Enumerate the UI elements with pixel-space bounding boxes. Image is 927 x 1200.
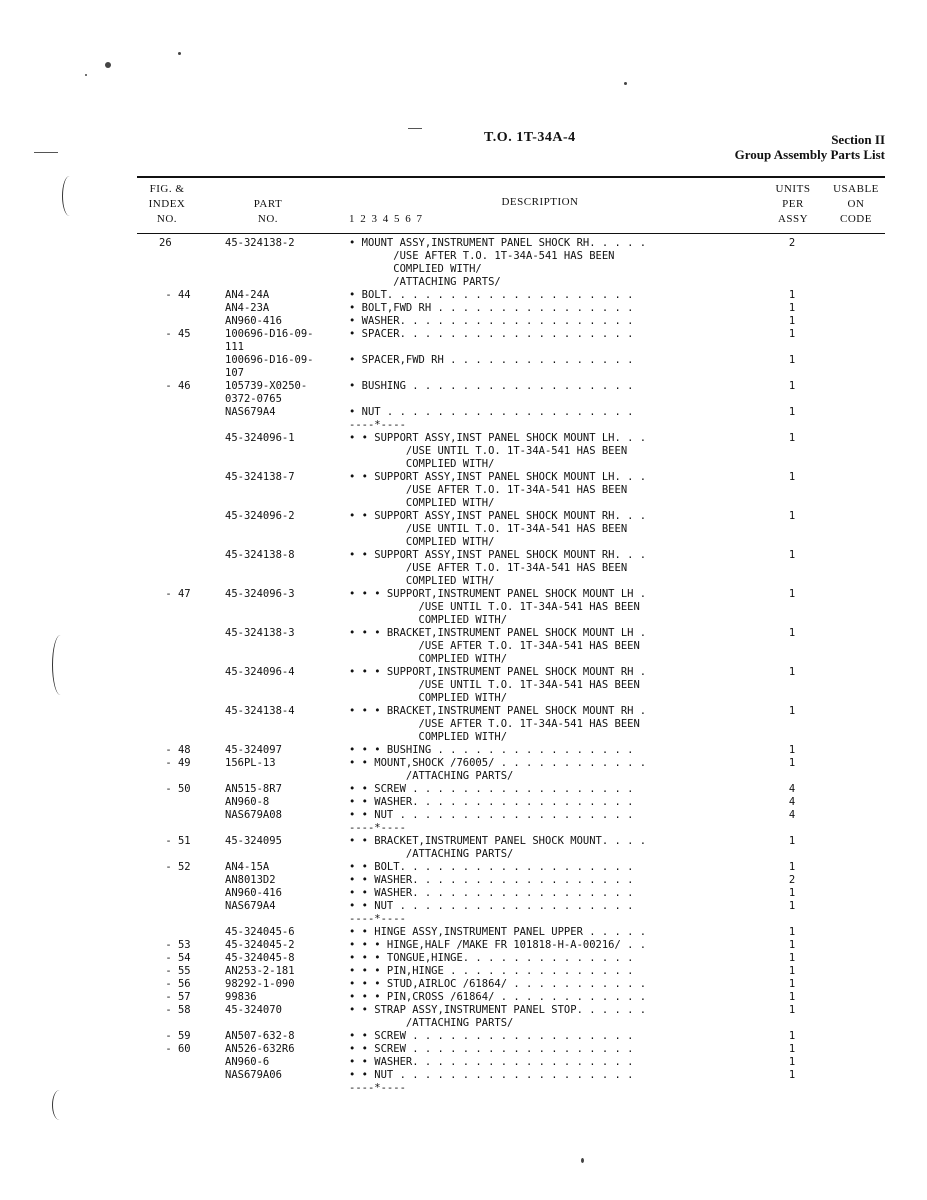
table-row <box>0 809 927 822</box>
part-number-cell: 45-324138-3 <box>225 627 295 639</box>
col-units-line: ASSY <box>777 213 809 225</box>
part-number-cell: NAS679A06 <box>225 1069 282 1081</box>
table-row <box>0 536 927 549</box>
description-cell: /USE AFTER T.O. 1T-34A-541 HAS BEEN <box>349 562 628 574</box>
table-row <box>0 952 927 965</box>
scan-mark <box>408 128 422 129</box>
col-units-per-assy <box>763 182 823 227</box>
col-fig-index <box>145 182 189 227</box>
part-number-cell: 45-324070 <box>225 1004 282 1016</box>
table-row <box>0 432 927 445</box>
to-number: T.O. 1T-34A-4 <box>484 130 576 145</box>
scan-mark <box>62 176 77 216</box>
description-cell: /ATTACHING PARTS/ <box>349 848 514 860</box>
units-cell: 2 <box>788 874 796 886</box>
description-cell: • • SUPPORT ASSY,INST PANEL SHOCK MOUNT RH. . . <box>349 510 647 522</box>
description-cell: /USE UNTIL T.O. 1T-34A-541 HAS BEEN <box>349 523 628 535</box>
table-row <box>0 1043 927 1056</box>
description-cell: • • • BRACKET,INSTRUMENT PANEL SHOCK MOUNT LH . <box>349 627 647 639</box>
table-row <box>0 640 927 653</box>
description-cell: • NUT . . . . . . . . . . . . . . . . . . . . <box>349 406 634 418</box>
table-row <box>0 367 927 380</box>
table-row <box>0 848 927 861</box>
table-row <box>0 627 927 640</box>
description-cell: • SPACER,FWD RH . . . . . . . . . . . . . . . <box>349 354 634 366</box>
part-number-cell: 45-324138-2 <box>225 237 295 249</box>
table-row <box>0 692 927 705</box>
part-number-cell: AN515-8R7 <box>225 783 282 795</box>
part-number-cell: AN8013D2 <box>225 874 276 886</box>
units-cell: 1 <box>788 835 796 847</box>
description-cell: • • NUT . . . . . . . . . . . . . . . . . . . <box>349 1069 634 1081</box>
description-cell: • • NUT . . . . . . . . . . . . . . . . . . . <box>349 809 634 821</box>
units-cell: 1 <box>788 549 796 561</box>
description-cell: • • • HINGE,HALF /MAKE FR 101818-H-A-00216/ . . <box>349 939 647 951</box>
description-cell: COMPLIED WITH/ <box>349 692 508 704</box>
description-cell: • WASHER. . . . . . . . . . . . . . . . . . . <box>349 315 634 327</box>
part-number-cell: NAS679A08 <box>225 809 282 821</box>
description-cell: ----*---- <box>349 419 406 431</box>
table-row <box>0 419 927 432</box>
table-row <box>0 276 927 289</box>
fig-index-cell: - 60 <box>159 1043 191 1055</box>
part-number-cell: NAS679A4 <box>225 900 276 912</box>
description-cell: • • SUPPORT ASSY,INST PANEL SHOCK MOUNT RH. . . <box>349 549 647 561</box>
description-cell: • • • STUD,AIRLOC /61864/ . . . . . . . . . . . <box>349 978 647 990</box>
units-cell: 1 <box>788 406 796 418</box>
table-row <box>0 913 927 926</box>
table-row <box>0 237 927 250</box>
part-number-cell: AN4-15A <box>225 861 270 873</box>
table-row <box>0 588 927 601</box>
part-number-cell: 107 <box>225 367 244 379</box>
table-row <box>0 510 927 523</box>
description-cell: COMPLIED WITH/ <box>349 731 508 743</box>
table-row <box>0 1030 927 1043</box>
units-cell: 4 <box>788 796 796 808</box>
parts-list <box>0 237 927 1095</box>
description-cell: • • NUT . . . . . . . . . . . . . . . . . . . <box>349 900 634 912</box>
table-row <box>0 835 927 848</box>
units-cell: 1 <box>788 315 796 327</box>
table-row <box>0 341 927 354</box>
units-cell: 1 <box>788 861 796 873</box>
table-row <box>0 445 927 458</box>
table-row <box>0 250 927 263</box>
units-cell: 1 <box>788 302 796 314</box>
description-cell: • • WASHER. . . . . . . . . . . . . . . . . . <box>349 1056 634 1068</box>
units-cell: 1 <box>788 926 796 938</box>
table-row <box>0 484 927 497</box>
description-cell: • • SCREW . . . . . . . . . . . . . . . . . . <box>349 1043 634 1055</box>
units-cell: 4 <box>788 809 796 821</box>
table-row <box>0 406 927 419</box>
table-row <box>0 393 927 406</box>
description-cell: COMPLIED WITH/ <box>349 575 495 587</box>
units-cell: 1 <box>788 991 796 1003</box>
header-rule-bottom <box>137 233 885 234</box>
part-number-cell: 0372-0765 <box>225 393 282 405</box>
col-usable-line: ON <box>847 198 865 210</box>
scan-speck <box>85 74 87 76</box>
part-number-cell: AN960-8 <box>225 796 270 808</box>
col-fig-line: FIG. & <box>149 183 185 195</box>
scan-mark <box>34 152 58 153</box>
col-fig-line: NO. <box>156 213 178 225</box>
table-row <box>0 471 927 484</box>
table-row <box>0 380 927 393</box>
col-usable-line: USABLE <box>833 183 879 195</box>
part-number-cell: AN4-24A <box>225 289 270 301</box>
table-row <box>0 302 927 315</box>
description-cell: • • SUPPORT ASSY,INST PANEL SHOCK MOUNT LH. . . <box>349 432 647 444</box>
units-cell: 1 <box>788 887 796 899</box>
part-number-cell: NAS679A4 <box>225 406 276 418</box>
description-cell: /ATTACHING PARTS/ <box>349 276 501 288</box>
fig-index-cell: - 47 <box>159 588 191 600</box>
part-number-cell: AN526-632R6 <box>225 1043 295 1055</box>
description-cell: • BOLT,FWD RH . . . . . . . . . . . . . . . . <box>349 302 634 314</box>
table-row <box>0 796 927 809</box>
units-cell: 1 <box>788 1056 796 1068</box>
part-number-cell: 99836 <box>225 991 257 1003</box>
table-row <box>0 1004 927 1017</box>
part-number-cell: 100696-D16-09- <box>225 354 314 366</box>
units-cell: 1 <box>788 978 796 990</box>
col-part-line: PART <box>253 198 283 210</box>
units-cell: 1 <box>788 588 796 600</box>
description-cell: • • • BUSHING . . . . . . . . . . . . . . . . <box>349 744 634 756</box>
units-cell: 1 <box>788 939 796 951</box>
description-cell: /USE UNTIL T.O. 1T-34A-541 HAS BEEN <box>349 601 640 613</box>
part-number-cell: AN253-2-181 <box>225 965 295 977</box>
units-cell: 1 <box>788 900 796 912</box>
table-row <box>0 926 927 939</box>
description-cell: • • WASHER. . . . . . . . . . . . . . . . . . <box>349 874 634 886</box>
part-number-cell: 45-324097 <box>225 744 282 756</box>
units-cell: 1 <box>788 354 796 366</box>
part-number-cell: 45-324095 <box>225 835 282 847</box>
units-cell: 1 <box>788 1069 796 1081</box>
fig-index-cell: - 44 <box>159 289 191 301</box>
description-cell: • • WASHER. . . . . . . . . . . . . . . . . . <box>349 887 634 899</box>
scan-speck <box>624 82 627 85</box>
part-number-cell: AN960-416 <box>225 315 282 327</box>
description-cell: /USE UNTIL T.O. 1T-34A-541 HAS BEEN <box>349 679 640 691</box>
table-row <box>0 900 927 913</box>
table-row <box>0 874 927 887</box>
units-cell: 1 <box>788 471 796 483</box>
description-cell: • • • SUPPORT,INSTRUMENT PANEL SHOCK MOUNT RH . <box>349 666 647 678</box>
table-row <box>0 354 927 367</box>
description-cell: • MOUNT ASSY,INSTRUMENT PANEL SHOCK RH. . . . . <box>349 237 647 249</box>
part-number-cell: AN960-6 <box>225 1056 270 1068</box>
fig-index-cell: - 51 <box>159 835 191 847</box>
table-row <box>0 666 927 679</box>
units-cell: 1 <box>788 744 796 756</box>
part-number-cell: AN4-23A <box>225 302 270 314</box>
description-cell: ----*---- <box>349 913 406 925</box>
table-row <box>0 315 927 328</box>
col-part-no <box>236 197 300 227</box>
description-cell: ----*---- <box>349 1082 406 1094</box>
table-row <box>0 679 927 692</box>
units-cell: 1 <box>788 705 796 717</box>
table-row <box>0 991 927 1004</box>
scan-speck <box>178 52 181 55</box>
description-cell: • • HINGE ASSY,INSTRUMENT PANEL UPPER . . . . . <box>349 926 647 938</box>
table-row <box>0 770 927 783</box>
fig-index-cell: - 50 <box>159 783 191 795</box>
table-row <box>0 1069 927 1082</box>
units-cell: 2 <box>788 237 796 249</box>
description-cell: • • BRACKET,INSTRUMENT PANEL SHOCK MOUNT. . . . <box>349 835 647 847</box>
part-number-cell: 45-324138-7 <box>225 471 295 483</box>
description-cell: COMPLIED WITH/ <box>349 263 482 275</box>
units-cell: 1 <box>788 1004 796 1016</box>
table-row <box>0 757 927 770</box>
description-cell: • • STRAP ASSY,INSTRUMENT PANEL STOP. . . . . . <box>349 1004 647 1016</box>
table-row <box>0 497 927 510</box>
part-number-cell: AN960-416 <box>225 887 282 899</box>
fig-index-cell: - 49 <box>159 757 191 769</box>
part-number-cell: AN507-632-8 <box>225 1030 295 1042</box>
table-row <box>0 783 927 796</box>
part-number-cell: 98292-1-090 <box>225 978 295 990</box>
description-cell: /USE AFTER T.O. 1T-34A-541 HAS BEEN <box>349 718 640 730</box>
table-row <box>0 328 927 341</box>
scan-speck <box>581 1158 584 1163</box>
description-cell: /USE UNTIL T.O. 1T-34A-541 HAS BEEN <box>349 445 628 457</box>
description-cell: COMPLIED WITH/ <box>349 614 508 626</box>
units-cell: 1 <box>788 432 796 444</box>
description-cell: COMPLIED WITH/ <box>349 653 508 665</box>
table-row <box>0 1017 927 1030</box>
col-usable-line: CODE <box>840 213 872 225</box>
description-cell: • • MOUNT,SHOCK /76005/ . . . . . . . . . . . . <box>349 757 647 769</box>
table-row <box>0 965 927 978</box>
table-row <box>0 614 927 627</box>
fig-index-cell: - 57 <box>159 991 191 1003</box>
fig-index-cell: 26 <box>159 237 172 249</box>
table-row <box>0 523 927 536</box>
part-number-cell: 45-324096-2 <box>225 510 295 522</box>
units-cell: 1 <box>788 952 796 964</box>
col-part-line: NO. <box>257 213 279 225</box>
description-cell: • • • PIN,CROSS /61864/ . . . . . . . . . . . . <box>349 991 647 1003</box>
table-row <box>0 939 927 952</box>
description-cell: • • BOLT. . . . . . . . . . . . . . . . . . . <box>349 861 634 873</box>
table-row <box>0 289 927 302</box>
description-cell: • • • SUPPORT,INSTRUMENT PANEL SHOCK MOUNT LH . <box>349 588 647 600</box>
col-units-line: PER <box>782 198 804 210</box>
part-number-cell: 45-324138-8 <box>225 549 295 561</box>
units-cell: 1 <box>788 627 796 639</box>
description-cell: • • SCREW . . . . . . . . . . . . . . . . . . <box>349 783 634 795</box>
part-number-cell: 105739-X0250- <box>225 380 308 392</box>
table-row <box>0 1056 927 1069</box>
units-cell: 1 <box>788 380 796 392</box>
description-cell: • SPACER. . . . . . . . . . . . . . . . . . . <box>349 328 634 340</box>
table-row <box>0 1082 927 1095</box>
section-label: Section II <box>831 132 885 147</box>
units-cell: 1 <box>788 510 796 522</box>
units-cell: 1 <box>788 757 796 769</box>
description-cell: • • • TONGUE,HINGE. . . . . . . . . . . . . . <box>349 952 634 964</box>
part-number-cell: 45-324045-8 <box>225 952 295 964</box>
part-number-cell: 45-324045-6 <box>225 926 295 938</box>
table-row <box>0 601 927 614</box>
units-cell: 1 <box>788 965 796 977</box>
table-row <box>0 861 927 874</box>
description-cell: /USE AFTER T.O. 1T-34A-541 HAS BEEN <box>349 484 628 496</box>
col-units-line: UNITS <box>775 183 811 195</box>
description-cell: • • • BRACKET,INSTRUMENT PANEL SHOCK MOUNT RH . <box>349 705 647 717</box>
part-number-cell: 45-324096-3 <box>225 588 295 600</box>
description-cell: • • SUPPORT ASSY,INST PANEL SHOCK MOUNT LH. . . <box>349 471 647 483</box>
description-cell: /ATTACHING PARTS/ <box>349 770 514 782</box>
fig-index-cell: - 54 <box>159 952 191 964</box>
units-cell: 1 <box>788 666 796 678</box>
table-row <box>0 744 927 757</box>
header-rule-top <box>137 176 885 178</box>
table-row <box>0 887 927 900</box>
fig-index-cell: - 45 <box>159 328 191 340</box>
col-usable-on-code <box>826 182 886 227</box>
table-row <box>0 978 927 991</box>
fig-index-cell: - 48 <box>159 744 191 756</box>
fig-index-cell: - 46 <box>159 380 191 392</box>
units-cell: 4 <box>788 783 796 795</box>
fig-index-cell: - 55 <box>159 965 191 977</box>
description-cell: • • SCREW . . . . . . . . . . . . . . . . . . <box>349 1030 634 1042</box>
col-indent-levels: 1 2 3 4 5 6 7 <box>349 213 423 225</box>
table-row <box>0 562 927 575</box>
fig-index-cell: - 52 <box>159 861 191 873</box>
fig-index-cell: - 53 <box>159 939 191 951</box>
units-cell: 1 <box>788 289 796 301</box>
table-row <box>0 705 927 718</box>
part-number-cell: 45-324096-1 <box>225 432 295 444</box>
description-cell: COMPLIED WITH/ <box>349 497 495 509</box>
table-row <box>0 575 927 588</box>
part-number-cell: 45-324138-4 <box>225 705 295 717</box>
part-number-cell: 111 <box>225 341 244 353</box>
description-cell: /USE AFTER T.O. 1T-34A-541 HAS BEEN <box>349 640 640 652</box>
fig-index-cell: - 59 <box>159 1030 191 1042</box>
description-cell: ----*---- <box>349 822 406 834</box>
part-number-cell: 45-324096-4 <box>225 666 295 678</box>
table-row <box>0 822 927 835</box>
fig-index-cell: - 58 <box>159 1004 191 1016</box>
description-cell: /ATTACHING PARTS/ <box>349 1017 514 1029</box>
description-cell: COMPLIED WITH/ <box>349 536 495 548</box>
fig-index-cell: - 56 <box>159 978 191 990</box>
table-row <box>0 458 927 471</box>
units-cell: 1 <box>788 328 796 340</box>
part-number-cell: 45-324045-2 <box>225 939 295 951</box>
description-cell: COMPLIED WITH/ <box>349 458 495 470</box>
description-cell: • BOLT. . . . . . . . . . . . . . . . . . . . <box>349 289 634 301</box>
units-cell: 1 <box>788 1030 796 1042</box>
part-number-cell: 100696-D16-09- <box>225 328 314 340</box>
table-row <box>0 263 927 276</box>
table-row <box>0 653 927 666</box>
description-cell: • BUSHING . . . . . . . . . . . . . . . . . . <box>349 380 634 392</box>
table-row <box>0 731 927 744</box>
table-row <box>0 718 927 731</box>
part-number-cell: 156PL-13 <box>225 757 276 769</box>
units-cell: 1 <box>788 1043 796 1055</box>
col-fig-line: INDEX <box>148 198 186 210</box>
scan-speck <box>105 62 111 68</box>
table-row <box>0 549 927 562</box>
group-title: Group Assembly Parts List <box>734 147 885 162</box>
description-cell: • • WASHER. . . . . . . . . . . . . . . . . . <box>349 796 634 808</box>
description-cell: /USE AFTER T.O. 1T-34A-541 HAS BEEN <box>349 250 615 262</box>
description-cell: • • • PIN,HINGE . . . . . . . . . . . . . . . <box>349 965 634 977</box>
col-description: DESCRIPTION <box>501 196 579 208</box>
